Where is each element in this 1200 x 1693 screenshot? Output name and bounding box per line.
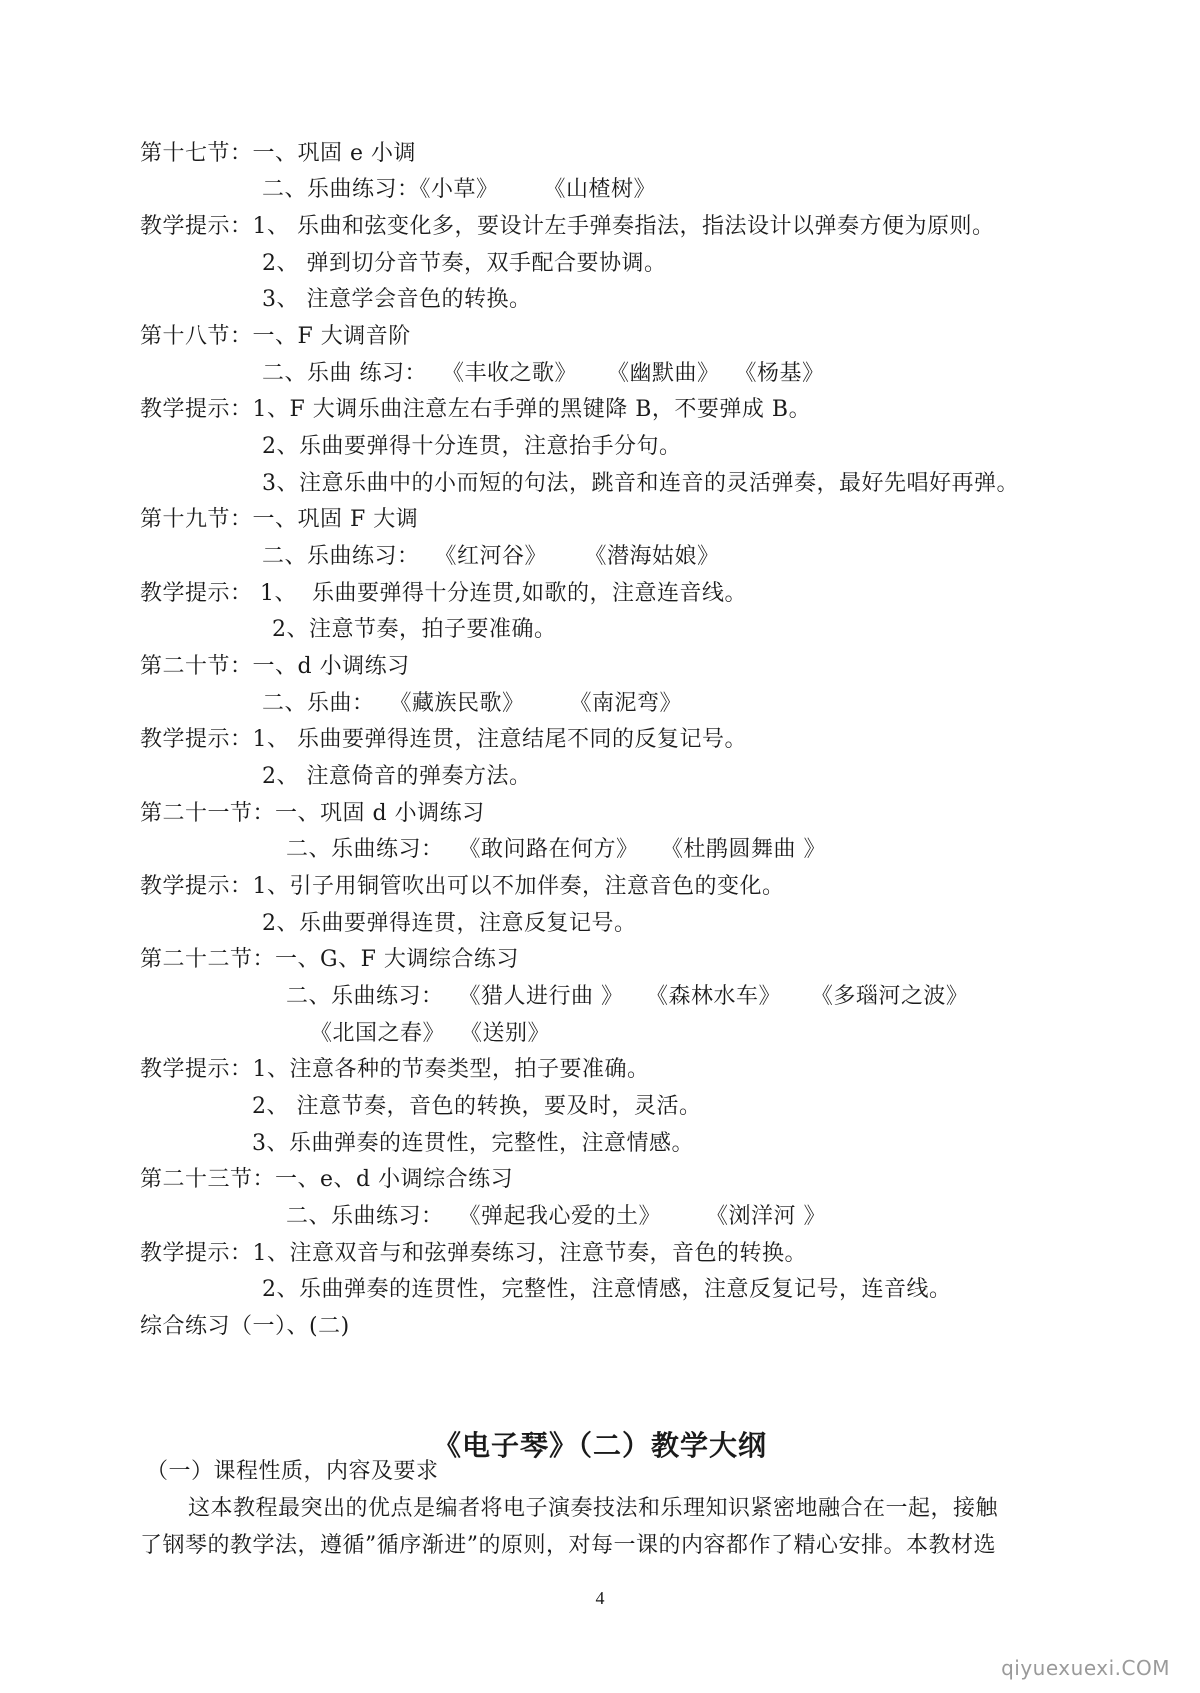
- section-heading: 《电子琴》（二）教学大纲: [432, 1429, 767, 1462]
- text-line: 二、乐曲练习： 《猎人进行曲 》 《森林水车》 《多瑙河之波》: [286, 984, 969, 1009]
- text-line: 综合练习（一）、(二): [140, 1314, 350, 1339]
- text-line: 第二十节：一、d 小调练习: [140, 654, 410, 679]
- text-line: 二、乐曲： 《藏族民歌》 《南泥弯》: [262, 691, 682, 716]
- text-line: 二、乐曲练习：《小草》 《山楂树》: [262, 177, 656, 202]
- text-line: 2、乐曲弹奏的连贯性，完整性，注意情感，注意反复记号，连音线。: [262, 1277, 952, 1302]
- text-line: 第十九节：一、巩固 F 大调: [140, 507, 419, 532]
- text-line: 2、 弹到切分音节奏，双手配合要协调。: [262, 251, 667, 276]
- text-line: 教学提示：1、 乐曲要弹得连贯，注意结尾不同的反复记号。: [140, 727, 747, 752]
- text-line: 第二十三节：一、e、d 小调综合练习: [140, 1167, 514, 1192]
- page-number: 4: [595, 1588, 605, 1608]
- text-line: 二、乐曲练习： 《红河谷》 《潜海姑娘》: [262, 544, 720, 569]
- text-line: 教学提示： 1、 乐曲要弹得十分连贯,如歌的，注意连音线。: [140, 581, 747, 606]
- text-line: 2、注意节奏，拍子要准确。: [272, 617, 557, 642]
- text-line: （一）课程性质，内容及要求: [146, 1459, 439, 1484]
- text-line: 2、 注意节奏，音色的转换，要及时，灵活。: [252, 1094, 702, 1119]
- text-line: 教学提示：1、 乐曲和弦变化多，要设计左手弹奏指法，指法设计以弹奏方便为原则。: [140, 214, 995, 239]
- text-line: 教学提示：1、引子用铜管吹出可以不加伴奏，注意音色的变化。: [140, 874, 785, 899]
- text-line: 了钢琴的教学法，遵循”循序渐进”的原则，对每一课的内容都作了精心安排。本教材选: [140, 1533, 996, 1558]
- text-line: 3、 注意学会音色的转换。: [262, 287, 532, 312]
- text-line: 2、乐曲要弹得连贯，注意反复记号。: [262, 911, 637, 936]
- text-line: 3、乐曲弹奏的连贯性，完整性，注意情感。: [252, 1131, 694, 1156]
- text-line: 3、注意乐曲中的小而短的句法，跳音和连音的灵活弹奏，最好先唱好再弹。: [262, 471, 1019, 496]
- text-line: 第十七节：一、巩固 e 小调: [140, 141, 417, 166]
- text-line: 教学提示：1、F 大调乐曲注意左右手弹的黑键降 B，不要弹成 B。: [140, 397, 812, 422]
- text-line: 2、乐曲要弹得十分连贯，注意抬手分句。: [262, 434, 682, 459]
- text-line: 第十八节：一、F 大调音阶: [140, 324, 411, 349]
- text-line: 二、乐曲练习： 《敢问路在何方》 《杜鹃圆舞曲 》: [286, 837, 826, 862]
- text-line: 教学提示：1、注意各种的节奏类型，拍子要准确。: [140, 1057, 650, 1082]
- text-line: 第二十一节：一、巩固 d 小调练习: [140, 801, 485, 826]
- text-line: 二、乐曲 练习： 《丰收之歌》 《幽默曲》 《杨基》: [262, 361, 825, 386]
- text-line: 第二十二节：一、G、F 大调综合练习: [140, 947, 519, 972]
- text-line: 2、 注意倚音的弹奏方法。: [262, 764, 532, 789]
- text-line: 这本教程最突出的优点是编者将电子演奏技法和乐理知识紧密地融合在一起，接触: [188, 1496, 999, 1521]
- watermark: qiyuexuexi.COM: [1001, 1656, 1170, 1680]
- text-line: 教学提示：1、注意双音与和弦弹奏练习，注意节奏，音色的转换。: [140, 1241, 807, 1266]
- text-line: 《北国之春》 《送别》: [310, 1021, 550, 1046]
- text-line: 二、乐曲练习： 《弹起我心爱的土》 《浏洋河 》: [286, 1204, 826, 1229]
